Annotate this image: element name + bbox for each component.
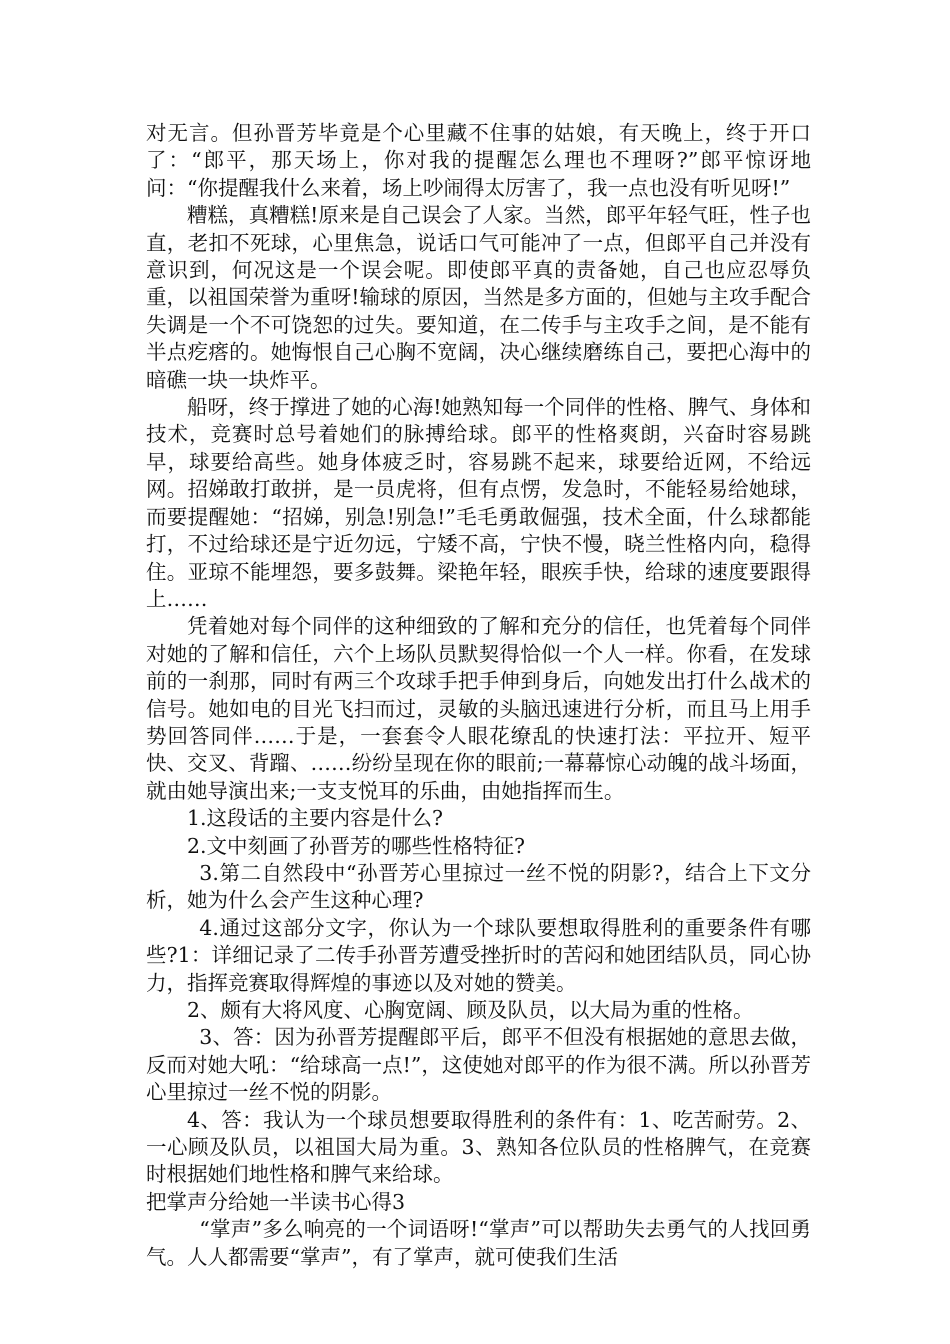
paragraph-teamwork: 凭着她对每个同伴的这种细致的了解和充分的信任，也凭着每个同伴对她的了解和信任，六个上场队员默契得恰似一个人一样。你看，在发球前的一刹那，同时有两三个攻球手把手伸到身后，向她发出打什么战术的信号。她如电的目光飞扫而过，灵敏的头脑迅速进行分析，而且马上用手势回答同伴……于是，一套套令人眼花缭乱的快速打法：平拉开、短平快、交叉、背蹓、……纷纷呈现在你的眼前;一幕幕惊心动魄的战斗场面，就由她导演出来;一支支悦耳的乐曲，由她指挥而生。 bbox=[146, 614, 811, 803]
paragraph-teammates: 船呀，终于撑进了她的心海!她熟知每一个同伴的性格、脾气、身体和技术，竞赛时总号着她们的脉搏给球。郎平的性格爽朗，兴奋时容易跳早，球要给高些。她身体疲乏时，容易跳不起来，球要给近网，不给远网。招娣敢打敢拼，是一员虎将，但有点愣，发急时，不能轻易给她球，而要提醒她：“招娣，别急!别急!”毛毛勇敢倔强，技术全面，什么球都能打，不过给球还是宁近勿远，宁矮不高，宁快不慢，晓兰性格内向，稳得住。亚琼不能埋怨，要多鼓舞。梁艳年轻，眼疾手快，给球的速度要跟得上…… bbox=[146, 395, 811, 611]
section-heading: 把掌声分给她一半读书心得3 bbox=[146, 1189, 406, 1214]
question-3: 3.第二自然段中“孙晋芳心里掠过一丝不悦的阴影?，结合上下文分析，她为什么会产生这种心理? bbox=[146, 860, 811, 913]
paragraph-continuation: 对无言。但孙晋芳毕竟是个心里藏不住事的姑娘，有天晚上，终于开口了：“郎平，那天场上，你对我的提醒怎么理也不理呀?”郎平惊讶地问：“你提醒我什么来着，场上吵闹得太厉害了，我一点也没有听见呀!” bbox=[146, 121, 811, 200]
answer-3: 3、答：因为孙晋芳提醒郎平后，郎平不但没有根据她的意思去做，反而对她大吼：“给球高一点!”，这使她对郎平的作为很不满。所以孙晋芳心里掠过一丝不悦的阴影。 bbox=[146, 1025, 811, 1105]
question-2: 2.文中刻画了孙晋芳的哪些性格特征? bbox=[187, 833, 526, 858]
paragraph-applause: “掌声”多么响亮的一个词语呀!“掌声”可以帮助失去勇气的人找回勇气。人人都需要“掌声”，有了掌声，就可使我们生活 bbox=[146, 1217, 811, 1269]
document-body bbox=[146, 120, 811, 1271]
question-4-and-answer-1: 4.通过这部分文字，你认为一个球队要想取得胜利的重要条件有哪些?1：详细记录了二传手孙晋芳遭受挫折时的苦闷和她团结队员，同心协力，指挥竞赛取得辉煌的事迹以及对她的赞美。 bbox=[146, 915, 811, 995]
answer-2: 2、颇有大将风度、心胸宽阔、顾及队员，以大局为重的性格。 bbox=[187, 998, 754, 1022]
question-1: 1.这段话的主要内容是什么? bbox=[187, 806, 444, 831]
paragraph-misunderstanding: 糟糕，真糟糕!原来是自己误会了人家。当然，郎平年轻气旺，性子也直，老扣不死球，心里焦急，说话口气可能冲了一点，但郎平自己并没有意识到，何况这是一个误会呢。即使郎平真的责备她，自己也应忍辱负重，以祖国荣誉为重呀!输球的原因，当然是多方面的，但她与主攻手配合失调是一个不可饶恕的过失。要知道，在二传手与主攻手之间，是不能有半点疙瘩的。她悔恨自己心胸不宽阔，决心继续磨练自己，要把心海中的暗礁一块一块炸平。 bbox=[146, 203, 811, 392]
answer-4: 4、答：我认为一个球员想要取得胜利的条件有：1、吃苦耐劳。2、一心顾及队员，以祖国大局为重。3、熟知各位队员的性格脾气，在竞赛时根据她们地性格和脾气来给球。 bbox=[146, 1107, 811, 1187]
